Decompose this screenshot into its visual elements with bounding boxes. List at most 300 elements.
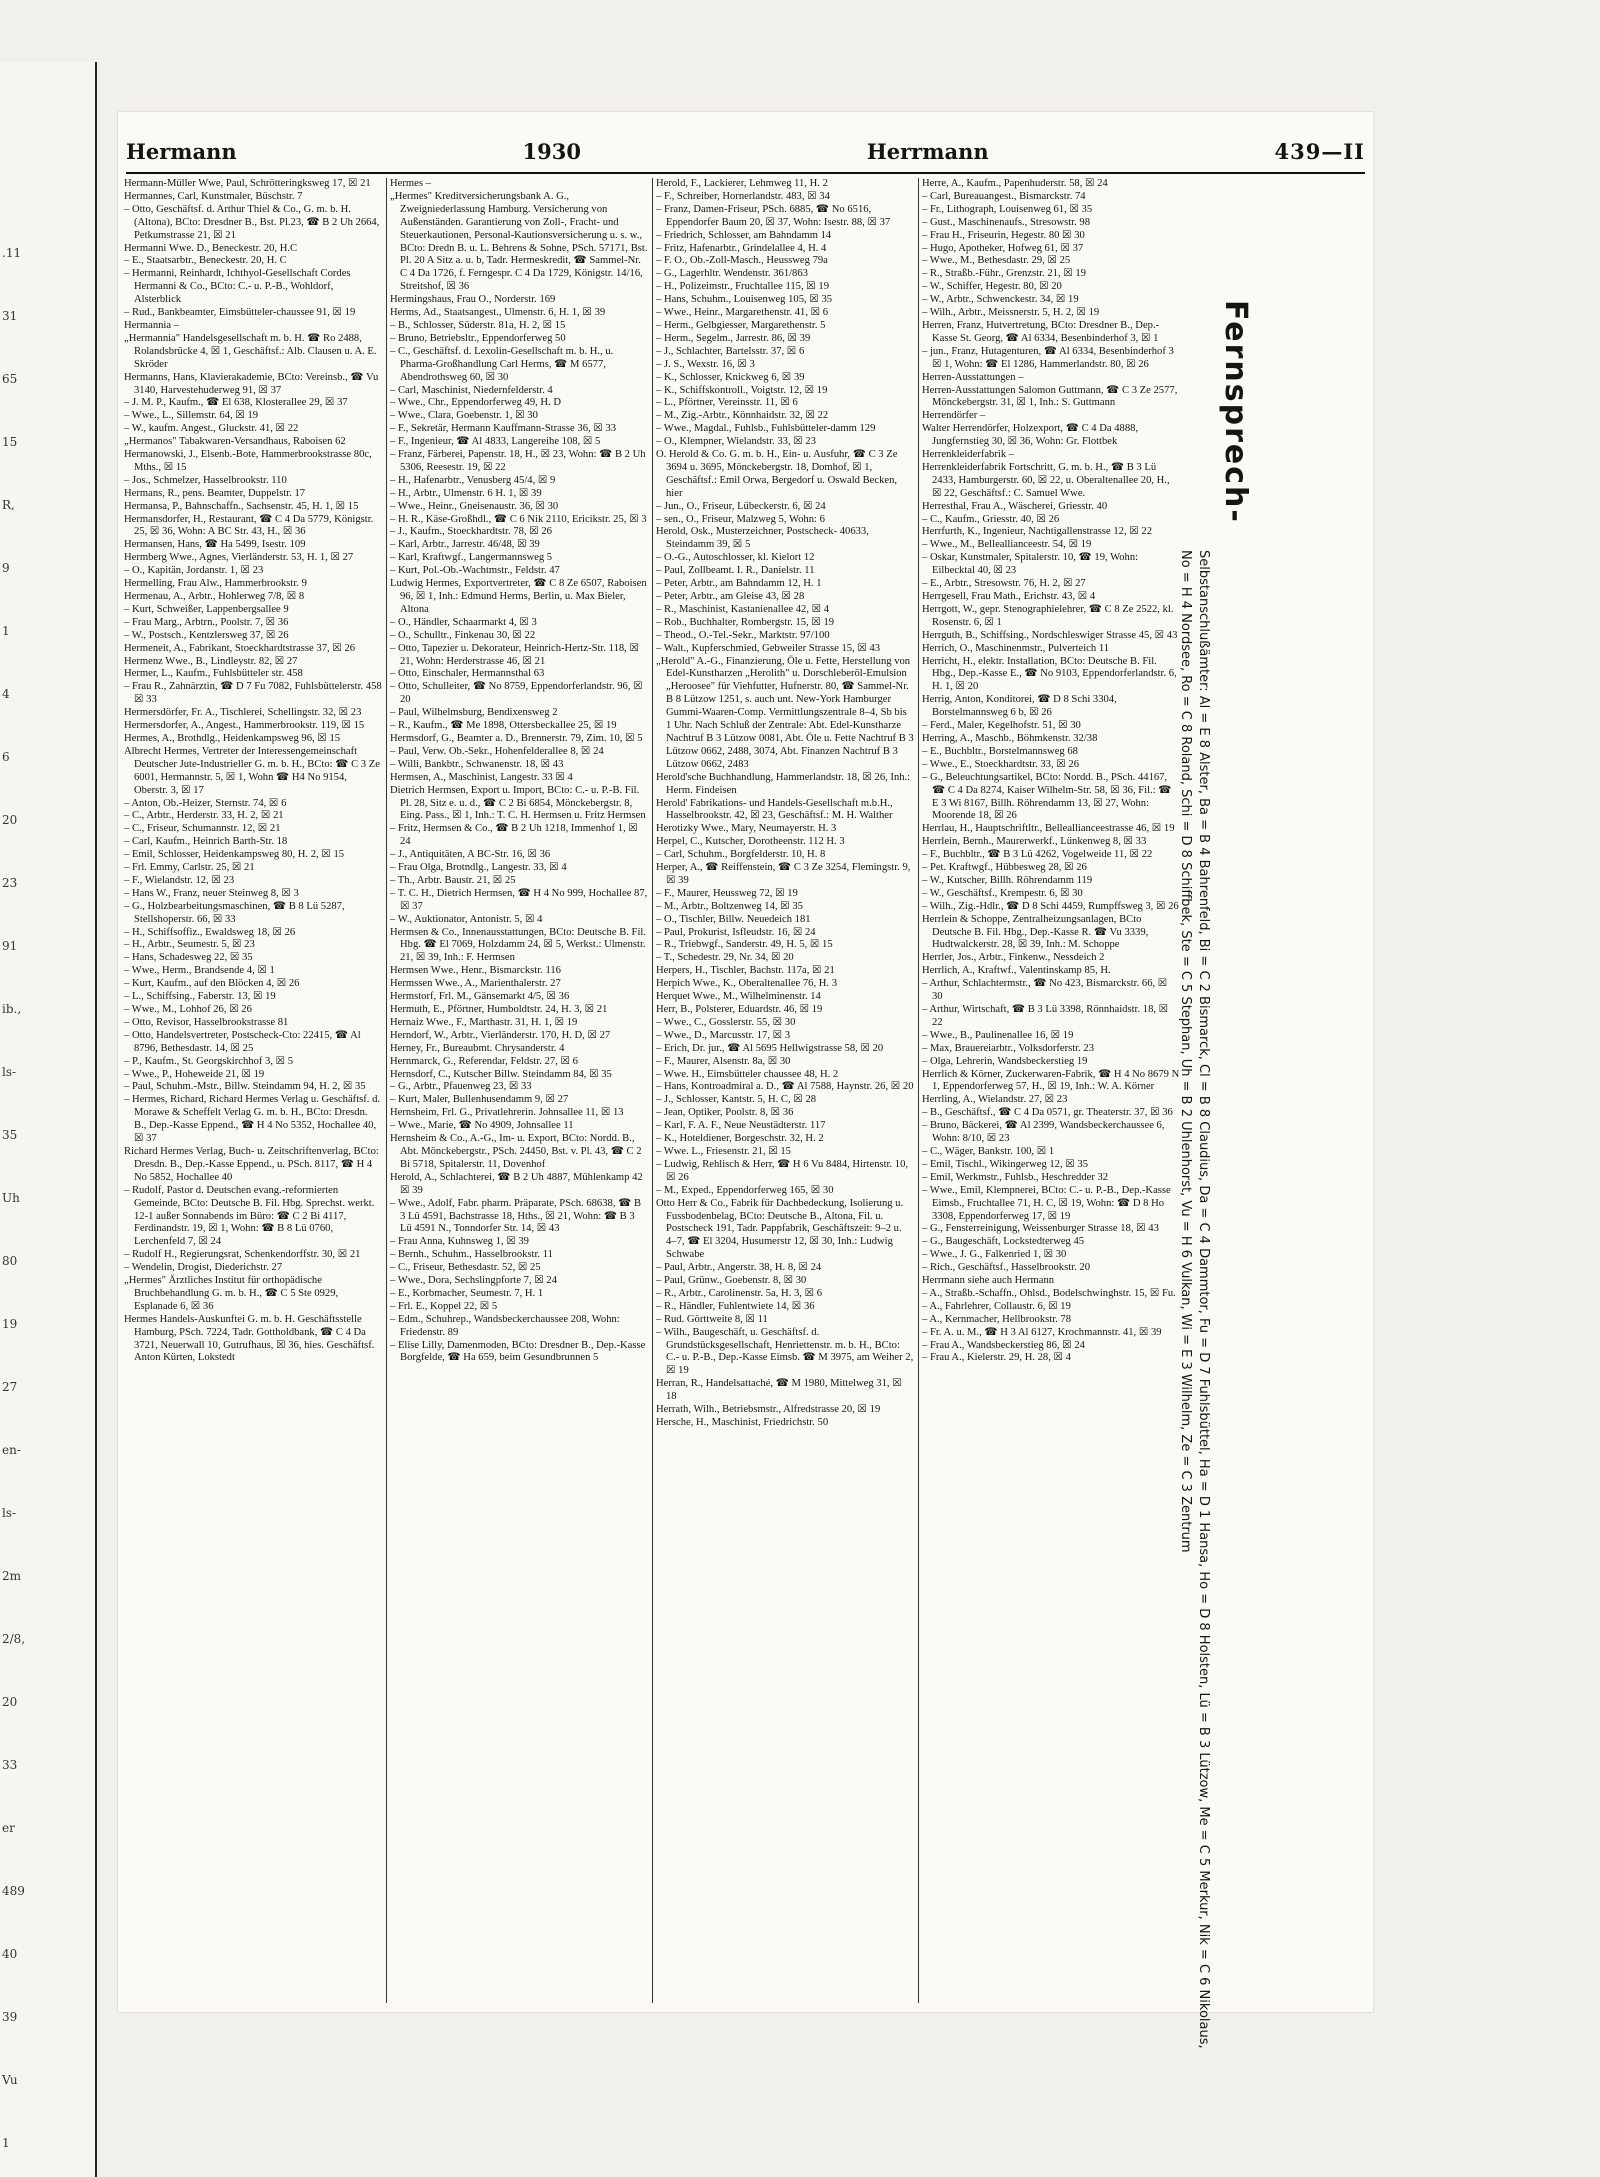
directory-entry: Herpel, C., Kutscher, Dorotheenstr. 112 H. 3 xyxy=(656,836,845,848)
directory-entry: – Anton, Ob.-Heizer, Sternstr. 74, ☒ 6 xyxy=(124,797,287,809)
directory-entry: Herrenkleiderfabrik Fortschritt, G. m. b. H., ☎ B 3 Lü 2433, Hamburgerstr. 60, ☒ 22, u. Oberaltenallee 20, H., ☒ 22, Geschäftsf.: C. Samuel Wwe. xyxy=(922,461,1170,499)
directory-entry: Hermsen Wwe., Henr., Bismarckstr. 116 xyxy=(390,965,561,977)
margin-fragment: 2/8, xyxy=(2,1632,26,1646)
directory-entry: Albrecht Hermes, Vertreter der Interessengemeinschaft Deutscher Jute-Industrieller G. m. b. H., BCto: ☎ C 3 Ze 6001, Hermannstr. 5, ☒ 1, Wohn ☎ H4 No 9154, Oberstr. 3, ☒ 17 xyxy=(124,745,380,796)
directory-entry: Herrendörfer – xyxy=(922,410,986,422)
directory-entry: Herrlein, Bernh., Maurerwerkf., Lünkenweg 8, ☒ 33 xyxy=(922,836,1147,848)
directory-entry: – W., Arbtr., Schwenckestr. 34, ☒ 19 xyxy=(922,294,1079,306)
directory-entry: – R., Arbtr., Carolinenstr. 5a, H. 3, ☒ 6 xyxy=(656,1287,823,1299)
directory-entry: – Franz, Damen-Friseur, PSch. 6885, ☎ No 6516, Eppendorfer Baum 20, ☒ 37, Wohn: Isestr. 88, ☒ 37 xyxy=(656,203,891,228)
directory-entry: – Wwe., Clara, Goebenstr. 1, ☒ 30 xyxy=(390,410,538,422)
column-2 xyxy=(390,178,648,1365)
directory-entry: – F., Ingenieur, ☎ Al 4833, Langereihe 108, ☒ 5 xyxy=(390,436,601,448)
directory-entry: – Wwe., Magdal., Fuhlsb., Fuhlsbütteler-damm 129 xyxy=(656,423,876,435)
directory-entry: – Frau Olga, Brotndlg., Langestr. 33, ☒ 4 xyxy=(390,862,567,874)
directory-entry: – Wilh., Arbtr., Meissnerstr. 5, H. 2, ☒ 19 xyxy=(922,307,1100,319)
directory-entry: – Wwe., Emil, Klempnerei, BCto: C.- u. P.-B., Dep.-Kasse Eimsb., Fruchtallee 71, H. C, ☒ 19, Wohn: ☎ D 8 Ho 3308, Eppendorferweg 17, ☒ 19 xyxy=(922,1184,1171,1222)
directory-entry: – K., Hoteldiener, Borgeschstr. 32, H. 2 xyxy=(656,1133,824,1145)
directory-entry: – Wilh., Baugeschäft, u. Geschäftsf. d. Grundstücksgesellschaft, Henriettenstr. m. b. H., BCto: C.- u. P.-B., Dep.-Kasse Eimsb. ☎ M 3975, am Weiher 2, ☒ 19 xyxy=(656,1326,914,1377)
directory-entry: – Karl, Kraftwgf., Langermannsweg 5 xyxy=(390,552,553,564)
directory-entry: – jun., Franz, Hutagenturen, ☎ Al 6334, Besenbinderhof 3 ☒ 1, Wohn: ☎ El 1286, Hammerlandstr. 80, ☒ 26 xyxy=(922,345,1174,370)
previous-page-edge xyxy=(0,62,97,2177)
margin-fragment: er xyxy=(2,1821,15,1835)
directory-entry: – F., Maurer, Heussweg 72, ☒ 19 xyxy=(656,887,798,899)
directory-entry: – J., Schlachter, Bartelsstr. 37, ☒ 6 xyxy=(656,345,805,357)
directory-entry: – E., Buchbltr., Borstelmannsweg 68 xyxy=(922,745,1078,757)
directory-entry: – E., Arbtr., Stresowstr. 76, H. 2, ☒ 27 xyxy=(922,578,1086,590)
directory-entry: – Wwe., E., Stoeckhardtstr. 33, ☒ 26 xyxy=(922,758,1080,770)
directory-entry: – Frau A., Kielerstr. 29, H. 28, ☒ 4 xyxy=(922,1352,1071,1364)
directory-entry: Herquet Wwe., M., Wilhelminenstr. 14 xyxy=(656,991,821,1003)
directory-entry: – O.-G., Autoschlosser, kl. Kielort 12 xyxy=(656,552,815,564)
column-4 xyxy=(922,178,1180,1365)
directory-entry: – W., Auktionator, Antonistr. 5, ☒ 4 xyxy=(390,913,543,925)
margin-fragment: Uh xyxy=(2,1191,20,1205)
directory-entry: Herpers, H., Tischler, Bachstr. 117a, ☒ 21 xyxy=(656,965,835,977)
directory-entry: – H., Arbtr., Seumestr. 5, ☒ 23 xyxy=(124,939,255,951)
directory-entry: Hermstorf, Frl. M., Gänsemarkt 4/5, ☒ 36 xyxy=(390,991,570,1003)
directory-entry: – Wwe., M., Lohhof 26, ☒ 26 xyxy=(124,1004,252,1015)
column-divider xyxy=(386,178,387,2003)
directory-entry: – Wwe., J. G., Falkenried 1, ☒ 30 xyxy=(922,1249,1067,1261)
directory-entry: – Paul, Prokurist, Isfleudstr. 16, ☒ 24 xyxy=(656,926,816,938)
margin-fragment: 23 xyxy=(2,876,18,890)
directory-entry: – Wwe., Herm., Brandsende 4, ☒ 1 xyxy=(124,965,275,977)
margin-fragment: 65 xyxy=(2,372,18,386)
directory-entry: Herre, A., Kaufm., Papenhuderstr. 58, ☒ 24 xyxy=(922,178,1108,189)
directory-entry: – Herm., Segelm., Jarrestr. 86, ☒ 39 xyxy=(656,332,811,344)
directory-entry: – O., Händler, Schaarmarkt 4, ☒ 3 xyxy=(390,616,537,628)
directory-entry: Herrath, Wilh., Betriebsmstr., Alfredstrasse 20, ☒ 19 xyxy=(656,1404,881,1416)
directory-entry: – F., Wielandstr. 12, ☒ 23 xyxy=(124,874,235,886)
directory-entry: – F., Maurer, Alsenstr. 8a, ☒ 30 xyxy=(656,1055,791,1067)
directory-entry: – Arthur, Schlachtermstr., ☎ No 423, Bismarckstr. 66, ☒ 30 xyxy=(922,978,1168,1003)
header-right-name: Herrmann xyxy=(866,138,989,164)
directory-entry: – Wwe., M., Bethesdastr. 29, ☒ 25 xyxy=(922,255,1071,267)
directory-entry: – Oskar, Kunstmaler, Spitalerstr. 10, ☎ 19, Wohn: Eilbecktal 40, ☒ 23 xyxy=(922,552,1139,577)
directory-entry: – O., Tischler, Billw. Neuedeich 181 xyxy=(656,913,811,925)
directory-entry: – Jos., Schmelzer, Hasselbrookstr. 110 xyxy=(124,474,287,486)
directory-entry: – Karl, F. A. F., Neue Neustädterstr. 117 xyxy=(656,1120,826,1132)
directory-entry: – Paul, Wilhelmsburg, Bendixensweg 2 xyxy=(390,707,558,719)
directory-entry: – R., Maschinist, Kastanienallee 42, ☒ 4 xyxy=(656,603,830,615)
directory-entry: – Emil, Schlosser, Heidenkampsweg 80, H. 2, ☒ 15 xyxy=(124,849,345,861)
directory-entry: Hermansdorfer, H., Restaurant, ☎ C 4 Da 5779, Königstr. 25, ☒ 36, Wohn: A BC Str. 43, H., ☒ 36 xyxy=(124,513,374,538)
directory-entry: Herrfurth, K., Ingenieur, Nachtigallenstrasse 12, ☒ 22 xyxy=(922,526,1152,538)
directory-entry: Hermansen, Hans, ☎ Ha 5499, Isestr. 109 xyxy=(124,539,306,551)
directory-entry: – Pet. Kraftwgf., Hübbesweg 28, ☒ 26 xyxy=(922,862,1087,874)
directory-entry: – Otto, Schulleiter, ☎ No 8759, Eppendorferlandstr. 96, ☒ 20 xyxy=(390,681,643,706)
directory-entry: – Peter, Arbtr., am Bahndamm 12, H. 1 xyxy=(656,578,822,590)
directory-entry: Herrgott, W., gepr. Stenographielehrer, ☎ C 8 Ze 2522, kl. Rosenstr. 6, ☒ 1 xyxy=(922,603,1174,628)
directory-entry: – T., Schedestr. 29, Nr. 34, ☒ 20 xyxy=(656,952,794,964)
directory-entry: – Hans, Schadesweg 22, ☒ 35 xyxy=(124,952,253,964)
directory-entry: Herold' Fabrikations- und Handels-Gesellschaft m.b.H., Hasselbrookstr. 42, ☒ 23, Geschäftsf.: M. H. Walther xyxy=(656,797,893,822)
directory-entry: Hersche, H., Maschinist, Friedrichstr. 50 xyxy=(656,1417,829,1428)
directory-entry: – M., Exped., Eppendorferweg 165, ☒ 30 xyxy=(656,1184,834,1196)
directory-entry: Hermuth, E., Pförtner, Humboldtstr. 24, H. 3, ☒ 21 xyxy=(390,1004,608,1015)
margin-fragment: 39 xyxy=(2,2010,18,2024)
directory-entry: – A., Fahrlehrer, Collaustr. 6, ☒ 19 xyxy=(922,1300,1071,1312)
directory-entry: – Elise Lilly, Damenmoden, BCto: Dresdner B., Dep.-Kasse Borgfelde, ☎ Ha 659, beim Gesundbrunnen 5 xyxy=(390,1339,646,1364)
directory-entry: Hermberg Wwe., Agnes, Vierländerstr. 53, H. 1, ☒ 27 xyxy=(124,552,354,564)
margin-fragment: 489 xyxy=(2,1884,25,1898)
directory-entry: – H. R., Käse-Großhdl., ☎ C 6 Nik 2110, Ericikstr. 25, ☒ 3 xyxy=(390,513,647,525)
directory-entry: – Frau R., Zahnärztin, ☎ D 7 Fu 7082, Fuhlsbüttelerstr. 458 ☒ 33 xyxy=(124,681,382,706)
directory-entry: Hermes Handels-Auskunftei G. m. b. H. Geschäftsstelle Hamburg, PSch. 7224, Tadr. Gottholdbank, ☎ C 4 Da 3721, Neuerwall 10, Gutrufhaus, ☒ 36, hies. Geschäftsf. Anton Kürten, Lokstedt xyxy=(124,1313,375,1364)
directory-entry: – Kurt, Pol.-Ob.-Wachtmstr., Feldstr. 47 xyxy=(390,565,560,577)
directory-entry: Herrling, A., Wielandstr. 27, ☒ 23 xyxy=(922,1094,1068,1106)
directory-entry: – R., Händler, Fuhlentwiete 14, ☒ 36 xyxy=(656,1300,815,1312)
directory-entry: – Theod., O.-Tel.-Sekr., Marktstr. 97/100 xyxy=(656,629,830,641)
directory-entry: Hermann-Müller Wwe, Paul, Schrötteringksweg 17, ☒ 21 xyxy=(124,178,371,189)
directory-entry: – O., Schulltr., Finkenau 30, ☒ 22 xyxy=(390,629,536,641)
directory-entry: – C., Friseur, Bethesdastr. 52, ☒ 25 xyxy=(390,1262,541,1274)
directory-entry: – Hans, Schuhm., Louisenweg 105, ☒ 35 xyxy=(656,294,833,306)
directory-entry: Hermsen, A., Maschinist, Langestr. 33 ☒ 4 xyxy=(390,771,573,783)
directory-entry: – Wwe., B., Paulinenallee 16, ☒ 19 xyxy=(922,1029,1074,1041)
directory-entry: – H., Hafenarbtr., Venusberg 45/4, ☒ 9 xyxy=(390,474,556,486)
margin-fragment: 9 xyxy=(2,561,10,575)
margin-fragment: 15 xyxy=(2,435,18,449)
directory-entry: Herrguth, B., Schiffsing., Nordschleswiger Strasse 45, ☒ 43 xyxy=(922,629,1178,641)
directory-entry: – Erich, Dr. jur., ☎ Al 5695 Hellwigstrasse 58, ☒ 20 xyxy=(656,1042,884,1054)
directory-entry: – W., Kutscher, Billh. Röhrendamm 119 xyxy=(922,874,1093,886)
directory-entry: Hernsdorf, C., Kutscher Billw. Steindamm 84, ☒ 35 xyxy=(390,1068,612,1080)
directory-entry: – W., Postsch., Kentzlersweg 37, ☒ 26 xyxy=(124,629,289,641)
directory-entry: – Rob., Buchhalter, Rombergstr. 15, ☒ 19 xyxy=(656,616,835,628)
directory-entry: – F., Schreiber, Hornerlandstr. 483, ☒ 34 xyxy=(656,190,830,202)
directory-entry: Herold'sche Buchhandlung, Hammerlandstr. 18, ☒ 26, Inh.: Herm. Findeisen xyxy=(656,771,911,796)
directory-entry: Herney, Fr., Bureaubmt. Chrysanderstr. 4 xyxy=(390,1042,565,1054)
directory-entry: – Wwe., Chr., Eppendorferweg 49, H. D xyxy=(390,397,562,409)
margin-fragment: 33 xyxy=(2,1758,18,1772)
directory-entry: „Herold" A.-G., Finanzierung, Öle u. Fette, Herstellung von Edel-Kunstharzen „Herolith" u. Dorschleberöl-Emulsion „Heroosee" für Viehfutter, Hufnerstr. 80, ☎ Sammel-Nr. B 8 Lützow 1251, s. auch unt. New-York Hamburger Gummi-Waaren-Comp. Vermittlungszentrale 8–4, Sb bis 1 Uhr. Nach Schluß der Zentrale: Abt. Edel-Kunstharze Nachtruf B 3 Lützow 0081, Abt. Öle u. Fette Nachtruf B 3 Lützow 0662, 2488, 3074, Abt. Finanzen Nachtruf B 3 Lützow 0662, 2483 xyxy=(656,655,914,770)
directory-entry: Herren-Ausstattungen Salomon Guttmann, ☎ C 3 Ze 2577, Mönckebergstr. 31, ☒ 1, Inh.: S. Guttmann xyxy=(922,384,1178,409)
directory-entry: – sen., O., Friseur, Malzweg 5, Wohn: 6 xyxy=(656,513,825,525)
directory-entry: Hermelling, Frau Alw., Hammerbrookstr. 9 xyxy=(124,578,307,590)
directory-entry: Richard Hermes Verlag, Buch- u. Zeitschriftenverlag, BCto: Dresdn. B., Dep.-Kasse Eppend., u. PSch. 8117, ☎ H 4 No 5852, Hochallee 40 xyxy=(124,1145,379,1183)
directory-entry: Hermersdörfer, Fr. A., Tischlerei, Schellingstr. 32, ☒ 23 xyxy=(124,707,362,719)
directory-entry: – Edm., Schuhrep., Wandsbeckerchaussee 208, Wohn: Friedenstr. 89 xyxy=(390,1313,620,1338)
margin-fragment: R, xyxy=(2,498,15,512)
directory-entry: Herndorf, W., Arbtr., Vierländerstr. 170, H. D, ☒ 27 xyxy=(390,1029,611,1041)
directory-entry: Herrlein & Schoppe, Zentralheizungsanlagen, BCto Deutsche B. Fil. Hbg., Dep.-Kasse R. ☎ Vu 3339, Hudtwalckerstr. 28, ☒ 39, Inh.: M. Schoppe xyxy=(922,913,1149,951)
directory-entry: – J. S., Wexstr. 16, ☒ 3 xyxy=(656,358,755,370)
directory-entry: – P., Kaufm., St. Georgskirchhof 3, ☒ 5 xyxy=(124,1055,294,1067)
directory-entry: – Carl, Maschinist, Niedernfelderstr. 4 xyxy=(390,384,553,396)
directory-entry: Herresthal, Frau A., Wäscherei, Griesstr. 40 xyxy=(922,500,1108,512)
directory-entry: – H., Schiffsoffiz., Ewaldsweg 18, ☒ 26 xyxy=(124,926,296,938)
directory-entry: Herold, Osk., Musterzeichner, Postscheck- 40633, Steindamm 39, ☒ 5 xyxy=(656,526,869,551)
directory-entry: – B., Schlosser, Süderstr. 81a, H. 2, ☒ 15 xyxy=(390,319,566,331)
directory-entry: – Wwe., M., Belleallianceestr. 54, ☒ 19 xyxy=(922,539,1092,551)
margin-fragment: ls- xyxy=(2,1065,17,1079)
directory-entry: – G., Lagerhltr. Wendenstr. 361/863 xyxy=(656,268,808,280)
directory-entry: – Frl. E., Koppel 22, ☒ 5 xyxy=(390,1300,498,1312)
column-1 xyxy=(124,178,382,1365)
directory-entry: – Karl, Arbtr., Jarrestr. 46/48, ☒ 39 xyxy=(390,539,540,551)
directory-entry: Hermes, A., Brothdlg., Heidenkampsweg 96, ☒ 15 xyxy=(124,732,341,744)
directory-entry: – Kurt, Kaufm., auf den Blöcken 4, ☒ 26 xyxy=(124,978,300,990)
directory-entry: – Otto, Einschaler, Hermannsthal 63 xyxy=(390,668,545,680)
directory-entry: – Franz, Färberei, Papenstr. 18, H., ☒ 23, Wohn: ☎ B 2 Uh 5306, Reesestr. 19, ☒ 22 xyxy=(390,449,646,473)
directory-entry: – Carl, Bureauangest., Bismarckstr. 74 xyxy=(922,190,1086,202)
side-title: Fernsprech- xyxy=(1218,300,1253,524)
margin-fragment: 19 xyxy=(2,1317,18,1331)
directory-entry: – Wwe., Heinr., Margarethenstr. 41, ☒ 6 xyxy=(656,307,829,319)
directory-entry: Herren-Ausstattungen – xyxy=(922,371,1024,383)
directory-entry: Hermenau, A., Arbtr., Hohlerweg 7/8, ☒ 8 xyxy=(124,591,305,602)
margin-fragment: 2m xyxy=(2,1569,22,1583)
column-divider xyxy=(652,178,653,2003)
directory-entry: Ludwig Hermes, Exportvertreter, ☎ C 8 Ze 6507, Raboisen 96, ☒ 1, Inh.: Edmund Herms, Berlin, u. Max Bieler, Altona xyxy=(390,578,647,615)
directory-entry: – Frau Marg., Arbtrn., Poolstr. 7, ☒ 36 xyxy=(124,616,289,628)
directory-entry: – R., Triebwgf., Sanderstr. 49, H. 5, ☒ 15 xyxy=(656,939,833,951)
directory-entry: – E., Korbmacher, Seumestr. 7, H. 1 xyxy=(390,1287,544,1299)
directory-entry: – J. M. P., Kaufm., ☎ El 638, Klosterallee 29, ☒ 37 xyxy=(124,397,348,409)
directory-entry: – Wwe. H., Eimsbütteler chaussee 48, H. 2 xyxy=(656,1068,839,1080)
directory-entry: – Wwe., P., Hoheweide 21, ☒ 19 xyxy=(124,1068,265,1080)
directory-entry: – Ferd., Maler, Kegelhofstr. 51, ☒ 30 xyxy=(922,720,1081,732)
margin-fragment: 35 xyxy=(2,1128,18,1142)
directory-entry: – F. O., Ob.-Zoll-Masch., Heussweg 79a xyxy=(656,255,828,267)
directory-entry: – Wwe., C., Gosslerstr. 55, ☒ 30 xyxy=(656,1016,796,1028)
directory-entry: – Max, Brauereiarbtr., Volksdorferstr. 23 xyxy=(922,1042,1095,1054)
directory-entry: – Hans W., Franz, neuer Steinweg 8, ☒ 3 xyxy=(124,887,299,899)
directory-entry: – E., Staatsarbtr., Beneckestr. 20, H. C xyxy=(124,255,287,267)
directory-entry: – Peter, Arbtr., am Gleise 43, ☒ 28 xyxy=(656,591,805,602)
margin-fragment: 6 xyxy=(2,750,10,764)
directory-entry: Herotizky Wwe., Mary, Neumayerstr. H. 3 xyxy=(656,823,837,835)
directory-entry: – Hermanni, Reinhardt, Ichthyol-Gesellschaft Cordes Hermanni & Co., BCto: C.- u. P.-B., Wohldorf, Alsterblick xyxy=(124,268,351,306)
directory-entry: Hernaiz Wwe., F., Marthastr. 31, H. 1, ☒ 19 xyxy=(390,1016,578,1028)
margin-fragment: 27 xyxy=(2,1380,18,1394)
margin-fragment: 20 xyxy=(2,1695,18,1709)
directory-entry: Herms, Ad., Staatsangest., Ulmenstr. 6, H. 1, ☒ 39 xyxy=(390,307,606,319)
margin-fragment: 1 xyxy=(2,2136,10,2150)
directory-entry: – G., Holzbearbeitungsmaschinen, ☎ B 8 Lü 5287, Stellshoperstr. 66, ☒ 33 xyxy=(124,900,345,925)
directory-entry: – T. C. H., Dietrich Hermsen, ☎ H 4 No 999, Hochallee 87, ☒ 37 xyxy=(390,887,648,912)
directory-entry: O. Herold & Co. G. m. b. H., Ein- u. Ausfuhr, ☎ C 3 Ze 3694 u. 3695, Mönckebergstr. 18, Domhof, ☒ 1, Geschäftsf.: Emil Orwa, Bergedorf u. Oswald Becken, hier xyxy=(656,449,898,499)
directory-entry: – Otto, Geschäftsf. d. Arthur Thiel & Co., G. m. b. H. (Altona), BCto: Dresdner B., Bst. Pl.23, ☎ B 2 Uh 2664, Petkumstrasse 21, ☒ 21 xyxy=(124,203,380,241)
margin-fragment: 40 xyxy=(2,1947,18,1961)
directory-entry: – C., Kaufm., Griesstr. 40, ☒ 26 xyxy=(922,513,1060,525)
directory-entry: Dietrich Hermsen, Export u. Import, BCto: C.- u. P.-B. Fil. Pl. 28, Sitz e. u. d., ☎ C 2 Bi 6854, Mönckebergstr. 8, Eing. Pass., ☒ 1, Inh.: T. C. H. Hermsen u. Fritz Hermsen xyxy=(390,784,646,822)
directory-entry: – R., Kaufm., ☎ Me 1898, Ottersbeckallee 25, ☒ 19 xyxy=(390,720,617,732)
directory-entry: – Frau H., Friseurin, Hegestr. 80 ☒ 30 xyxy=(922,229,1085,241)
directory-entry: – Bruno, Betriebsltr., Eppendorferweg 50 xyxy=(390,332,566,344)
directory-entry: – A., Straßb.-Schaffn., Ohlsd., Bodelschwinghstr. 15, ☒ Fu. xyxy=(922,1287,1176,1299)
directory-entry: Herring, A., Maschb., Böhmkenstr. 32/38 xyxy=(922,732,1098,744)
directory-entry: – Walt., Kupferschmied, Gebweiler Strasse 15, ☒ 43 xyxy=(656,642,881,654)
margin-fragment: 80 xyxy=(2,1254,18,1268)
directory-entry: Hermansa, P., Bahnschaffn., Sachsenstr. 45, H. 1, ☒ 15 xyxy=(124,500,359,512)
directory-entry: – K., Schiffskontroll., Voigtstr. 12, ☒ 19 xyxy=(656,384,828,396)
directory-entry: Herper, A., ☎ Reiffenstein, ☎ C 3 Ze 3254, Flemingstr. 9, ☒ 39 xyxy=(656,862,911,886)
directory-entry: Hermanns, Hans, Klavierakademie, BCto: Vereinsb., ☎ Vu 3140, Harvestehuderweg 91, ☒ 37 xyxy=(124,371,379,396)
directory-entry: – C., Friseur, Schumannstr. 12, ☒ 21 xyxy=(124,823,281,835)
page-number: 439—II xyxy=(1274,138,1365,164)
directory-entry: – H., Arbtr., Ulmenstr. 6 H. 1, ☒ 39 xyxy=(390,487,542,499)
directory-entry: – L., Schiffsing., Faberstr. 13, ☒ 19 xyxy=(124,991,276,1003)
column-3 xyxy=(656,178,914,1430)
directory-entry: – Rich., Geschäftsf., Hasselbrookstr. 20 xyxy=(922,1262,1090,1274)
directory-entry: „Hermes" Ärztliches Institut für orthopädische Bruchbehandlung G. m. b. H., ☎ C 5 Ste 0929, Esplanade 6, ☒ 36 xyxy=(124,1275,339,1312)
directory-entry: Hernsheim, Frl. G., Privatlehrerin. Johnsallee 11, ☒ 13 xyxy=(390,1107,624,1119)
directory-entry: – Kurt, Maler, Bullenhusendamm 9, ☒ 27 xyxy=(390,1094,569,1106)
directory-entry: Herricht, H., elektr. Installation, BCto: Deutsche B. Fil. Hbg., Dep.-Kasse E., ☎ No 9103, Eppendorferlandstr. 6, H. 1, ☒ 20 xyxy=(922,655,1177,693)
margin-fragment: en- xyxy=(2,1443,21,1457)
directory-entry: Herrlau, H., Hauptschriftltr., Belleallianceestrasse 46, ☒ 19 xyxy=(922,823,1175,835)
directory-entry: – Wwe., L., Sillemstr. 64, ☒ 19 xyxy=(124,410,259,422)
directory-entry: – Hans, Kontroadmiral a. D., ☎ Al 7588, Haynstr. 26, ☒ 20 xyxy=(656,1081,914,1093)
directory-entry: – Wilh., Zig.-Hdlr., ☎ D 8 Schi 4459, Rumpffsweg 3, ☒ 26 xyxy=(922,900,1179,912)
directory-entry: Herold, A., Schlachterei, ☎ B 2 Uh 4887, Mühlenkamp 42 ☒ 39 xyxy=(390,1171,643,1196)
directory-entry: – Fritz, Hermsen & Co., ☎ B 2 Uh 1218, Immenhof 1, ☒ 24 xyxy=(390,823,638,848)
directory-entry: – Emil, Werkmstr., Fuhlsb., Heschredder 32 xyxy=(922,1171,1109,1183)
directory-entry: Hermeneit, A., Fabrikant, Stoeckhardtstrasse 37, ☒ 26 xyxy=(124,642,356,654)
directory-entry: Hermersdorfer, A., Angest., Hammerbrookstr. 119, ☒ 15 xyxy=(124,720,365,732)
directory-entry: „Hermannia" Handelsgesellschaft m. b. H. ☎ Ro 2488, Rolandsbrücke 4, ☒ 1, Geschäftsf.: Alb. Clausen u. A. E. Skröder xyxy=(124,332,377,370)
directory-entry: – C., Arbtr., Herderstr. 33, H. 2, ☒ 21 xyxy=(124,810,284,822)
directory-entry: Herold, F., Lackierer, Lehmweg 11, H. 2 xyxy=(656,178,828,189)
directory-entry: – Wwe., Heinr., Gneisenaustr. 36, ☒ 30 xyxy=(390,500,559,512)
directory-entry: Hermenz Wwe., B., Lindleystr. 82, ☒ 27 xyxy=(124,655,298,667)
directory-entry: – Rudolf, Pastor d. Deutschen evang.-reformierten Gemeinde, BCto: Deutsche B. Fil. Hbg. Sprechst. werkt. 12-1 außer Sonnabends im Büro: ☎ C 2 Bi 4117, Ferdinandstr. 19, ☒ 1, Wohn: ☎ B 8 Lü 0760, Lerchenfeld 7, ☒ 24 xyxy=(124,1184,375,1248)
directory-entry: – Wwe., Adolf, Fabr. pharm. Präparate, PSch. 68638, ☎ B 3 Lü 4591, Bachstrasse 18, Hths., ☒ 21, Wohn: ☎ B 3 Lü 4591 N., Tonndorfer Str. 14, ☒ 43 xyxy=(390,1197,642,1235)
directory-entry: – R., Straßb.-Führ., Grenzstr. 21, ☒ 19 xyxy=(922,268,1086,280)
directory-entry: Herrich, O., Maschinenmstr., Pulverteich 11 xyxy=(922,642,1110,654)
directory-entry: – Fr., Lithograph, Louisenweg 61, ☒ 35 xyxy=(922,203,1093,215)
column-divider xyxy=(918,178,919,2003)
directory-entry: – Hermes, Richard, Richard Hermes Verlag u. Geschäftsf. d. Morawe & Scheffelt Verlag G. m. b. H., BCto: Dresdn. B., Dep.-Kasse Eppend., ☎ H 4 No 5352, Hochallee 40, ☒ 37 xyxy=(124,1094,381,1145)
directory-entry: Herpich Wwe., K., Oberaltenallee 76, H. 3 xyxy=(656,978,838,990)
margin-fragment: 20 xyxy=(2,813,18,827)
side-exchange-list: Selbstanschlußämter: Al = E 8 Alster, Ba = B 4 Bahrenfeld, Bi = C 2 Bismarck, Cl = B 8 Claudius, Da = C 4 Dammtor, Fu = D 7 Fuhlsbüttel, Ha = D 1 Hansa, Ho = D 8 Holsten, Lü = B 3 Lützow, Me = C 5 Merkur, Nik = C 6 Nikolaus, No = H 4 Nordsee, Ro = C 8 Roland, Schi = D 8 Schiffbek, Ste = C 5 Stephan, Uh = B 2 Uhlenhorst, Vu = H 6 Vulkan, Wi = E 3 Wilhelm, Ze = C 3 Zentrum xyxy=(1178,550,1211,2049)
margin-fragment: 1 xyxy=(2,624,10,638)
page-header xyxy=(126,134,1365,168)
directory-entry: – W., Geschäftsf., Krempestr. 6, ☒ 30 xyxy=(922,887,1083,899)
directory-entry: – W., kaufm. Angest., Gluckstr. 41, ☒ 22 xyxy=(124,423,299,435)
directory-entry: Herran, R., Handelsattaché, ☎ M 1980, Mittelweg 31, ☒ 18 xyxy=(656,1378,902,1403)
directory-entry: – Fr. A. u. M., ☎ H 3 Al 6127, Krochmannstr. 41, ☒ 39 xyxy=(922,1326,1162,1338)
directory-entry: – C., Geschäftsf. d. Lexolin-Gesellschaft m. b. H., u. Pharma-Großhandlung Carl Herms, ☎ M 6577, Abendrothsweg 60, ☒ 30 xyxy=(390,345,614,383)
directory-entry: – Otto, Tapezier u. Dekorateur, Heinrich-Hertz-Str. 118, ☒ 21, Wohn: Herderstrasse 46, ☒ 21 xyxy=(390,642,639,667)
directory-entry: Otto Herr & Co., Fabrik für Dachbedeckung, Isolierung u. Fussbodenbelag, BCto: Deutsche B., Altona, Fil. u. Postscheck 191, Tadr. Pappfabrik, Geschäftszeit: 9–2 u. 4–7, ☎ El 3204, Husumerstr 12, ☒ 30, Inh.: Ludwig Schwabe xyxy=(656,1197,904,1261)
directory-entry: – Fritz, Hafenarbtr., Grindelallee 4, H. 4 xyxy=(656,242,827,254)
directory-entry: – Emil, Tischl., Wikingerweg 12, ☒ 35 xyxy=(922,1158,1089,1170)
directory-entry: – J., Antiquitäten, A BC-Str. 16, ☒ 36 xyxy=(390,849,551,861)
directory-entry: – Paul, Verw. Ob.-Sekr., Hohenfelderallee 8, ☒ 24 xyxy=(390,745,604,757)
directory-entry: – Bernh., Schuhm., Hasselbrookstr. 11 xyxy=(390,1249,553,1261)
directory-entry: – Kurt, Schweißer, Lappenbergsallee 9 xyxy=(124,603,289,615)
directory-entry: Herren, Franz, Hutvertretung, BCto: Dresdner B., Dep.-Kasse St. Georg, ☎ Al 6334, Besenbinderhof 3, ☒ 1 xyxy=(922,319,1160,344)
directory-entry: – O., Kapitän, Jordanstr. 1, ☒ 23 xyxy=(124,565,264,577)
directory-entry: Hermanowski, J., Elsenb.-Bote, Hammerbrookstrasse 80c, Mths., ☒ 15 xyxy=(124,449,372,473)
directory-entry: – Paul, Zollbeamt. I. R., Danielstr. 11 xyxy=(656,565,815,577)
directory-entry: – B., Geschäftsf., ☎ C 4 Da 0571, gr. Theaterstr. 37, ☒ 36 xyxy=(922,1107,1173,1119)
directory-entry: – J., Kaufm., Stoeckhardtstr. 78, ☒ 26 xyxy=(390,526,552,538)
margin-fragment: 4 xyxy=(2,687,10,701)
header-year: 1930 xyxy=(522,138,581,164)
margin-fragment: ls- xyxy=(2,1506,17,1520)
directory-entry: – G., Arbtr., Pfauenweg 23, ☒ 33 xyxy=(390,1081,532,1093)
directory-entry: – Frau Anna, Kuhnsweg 1, ☒ 39 xyxy=(390,1236,529,1248)
directory-entry: – Wwe., Dora, Sechslingpforte 7, ☒ 24 xyxy=(390,1275,557,1287)
directory-entry: Herrlich, A., Kraftwf., Valentinskamp 85, H. xyxy=(922,965,1111,977)
directory-entry: – Gust., Maschinenaufs., Stresowstr. 98 xyxy=(922,216,1091,228)
directory-entry: – Paul, Arbtr., Angerstr. 38, H. 8, ☒ 24 xyxy=(656,1262,822,1274)
directory-entry: „Hermes" Kreditversicherungsbank A. G., Zweigniederlassung Hamburg. Versicherung von Außenständen. Garantierung von Zoll-, Fracht- und Steuerkautionen, Personal-Kautionsversicherung u. s. w., BCto: Dredn B. u. L. Behrens & Sohne, PSch. 57171, Bst. Pl. 20 A Sitz a. u. b, Tadr. Hermeskredit, ☎ Sammel-Nr. C 4 Da 1726, f. Ferngespr. C 4 Da 1729, Königstr. 14/16, Streitshof, ☒ 36 xyxy=(390,190,648,293)
directory-entry: Herrgesell, Frau Math., Erichstr. 43, ☒ 4 xyxy=(922,591,1096,602)
directory-entry: Herrmann siehe auch Hermann xyxy=(922,1275,1055,1287)
directory-entry: – Carl, Kaufm., Heinrich Barth-Str. 18 xyxy=(124,836,288,848)
directory-entry: – Ludwig, Rehlisch & Herr, ☎ H 6 Vu 8484, Hirtenstr. 10, ☒ 26 xyxy=(656,1158,909,1183)
directory-entry: – Wwe., Marie, ☎ No 4909, Johnsallee 11 xyxy=(390,1120,574,1132)
margin-fragment: ib., xyxy=(2,1002,22,1016)
directory-entry: – Rud., Bankbeamter, Eimsbütteler-chaussee 91, ☒ 19 xyxy=(124,307,356,319)
directory-entry: – Th., Arbtr. Baustr. 21, ☒ 25 xyxy=(390,874,516,886)
directory-entry: Walter Herrendörfer, Holzexport, ☎ C 4 Da 4888, Jungfernstieg 30, ☒ 36, Wohn: Gr. Flottbek xyxy=(922,423,1139,448)
directory-entry: – Carl, Schuhm., Borgfelderstr. 10, H. 8 xyxy=(656,849,826,861)
directory-entry: Hernsheim & Co., A.-G., Im- u. Export, BCto: Nordd. B., Abt. Mönckebergstr., PSch. 24450, Bst. v. Pl. 43, ☎ C 2 Bi 5718, Spitalerstr. 11, Dovenhof xyxy=(390,1133,642,1170)
directory-entry: – Arthur, Wirtschaft, ☎ B 3 Lü 3398, Rönnhaidstr. 18, ☒ 22 xyxy=(922,1004,1169,1028)
directory-entry: – Jun., O., Friseur, Lübeckerstr. 6, ☒ 24 xyxy=(656,500,826,512)
directory-entry: – G., Fensterreinigung, Weissenburger Strasse 18, ☒ 43 xyxy=(922,1223,1159,1235)
margin-fragment: 31 xyxy=(2,309,18,323)
directory-entry: Hermans, R., pens. Beamter, Duppelstr. 17 xyxy=(124,487,306,499)
directory-entry: Herrler, Jos., Arbtr., Finkenw., Nessdeich 2 xyxy=(922,952,1105,964)
directory-entry: – W., Schiffer, Hegestr. 80, ☒ 20 xyxy=(922,281,1062,293)
directory-entry: – H., Polizeimstr., Fruchtallee 115, ☒ 19 xyxy=(656,281,829,293)
directory-entry: – Friedrich, Schlosser, am Bahndamm 14 xyxy=(656,229,832,241)
directory-entry: – Wendelin, Drogist, Diederichstr. 27 xyxy=(124,1262,283,1274)
directory-entry: „Hermanos" Tabakwaren-Versandhaus, Raboisen 62 xyxy=(124,436,346,448)
directory-entry: Herrlich & Körner, Zuckerwaren-Fabrik, ☎ H 4 No 8679 N 1, Eppendorferweg 57, H., ☒ 19, Inh.: W. A. Körner xyxy=(922,1068,1180,1093)
directory-entry: Hermingshaus, Frau O., Norderstr. 169 xyxy=(390,294,556,306)
directory-entry: – F., Buchbltr., ☎ B 3 Lü 4262, Vogelweide 11, ☒ 22 xyxy=(922,849,1153,861)
directory-entry: – Paul, Grünw., Goebenstr. 8, ☒ 30 xyxy=(656,1275,807,1287)
directory-entry: Herrenkleiderfabrik – xyxy=(922,449,1015,461)
directory-entry: – Bruno, Bäckerei, ☎ Al 2399, Wandsbeckerchaussee 6, Wohn: 8/10, ☒ 23 xyxy=(922,1120,1165,1145)
directory-entry: – Wwe. L., Friesenstr. 21, ☒ 15 xyxy=(656,1145,791,1157)
directory-entry: Hermer, L., Kaufm., Fuhlsbütteler str. 458 xyxy=(124,668,303,680)
directory-entry: – G., Beleuchtungsartikel, BCto: Nordd. B., PSch. 44167, ☎ C 4 Da 8274, Kaiser Wilhelm-Str. 58, ☒ 36, Fil.: ☎ E 3 Wi 8167, Billh. Röhrendamm 13, ☒ 27, Wohn: Moorende 18, ☒ 26 xyxy=(922,771,1172,822)
directory-entry: – Hugo, Apotheker, Hofweg 61, ☒ 37 xyxy=(922,242,1084,254)
directory-entry: Hermannia – xyxy=(124,319,180,331)
directory-entry: – L., Pförtner, Vereinsstr. 11, ☒ 6 xyxy=(656,397,798,409)
directory-entry: – J., Schlosser, Kantstr. 5, H. C, ☒ 28 xyxy=(656,1094,817,1106)
directory-entry: – Wwe., D., Marcusstr. 17, ☒ 3 xyxy=(656,1029,791,1041)
directory-entry: Hermannes, Carl, Kunstmaler, Büschstr. 7 xyxy=(124,190,303,202)
directory-entry: Hernmarck, G., Referendar, Feldstr. 27, ☒ 6 xyxy=(390,1055,578,1067)
directory-entry: Hermsen & Co., Innenausstattungen, BCto: Deutsche B. Fil. Hbg. ☎ El 7069, Holzdamm 24, ☒ 5, Werkst.: Ulmenstr. 21, ☒ 39, Inh.: F. Hermsen xyxy=(390,926,646,964)
margin-fragment: 91 xyxy=(2,939,18,953)
directory-entry: – Herm., Gelbgiesser, Margarethenstr. 5 xyxy=(656,319,826,331)
directory-entry: – Otto, Revisor, Hasselbrookstrasse 81 xyxy=(124,1016,289,1028)
margin-fragment: Vu xyxy=(2,2073,18,2087)
directory-entry: Hermsdorf, G., Beamter a. D., Brennerstr. 79, Zim. 10, ☒ 5 xyxy=(390,732,643,744)
directory-entry: Hermanni Wwe. D., Beneckestr. 20, H.C xyxy=(124,242,298,254)
directory-entry: – Rudolf H., Regierungsrat, Schenkendorffstr. 30, ☒ 21 xyxy=(124,1249,361,1261)
directory-entry: – Otto, Handelsvertreter, Postscheck-Cto: 22415, ☎ Al 8796, Bethesdastr. 14, ☒ 25 xyxy=(124,1029,361,1054)
directory-entry: Herrig, Anton, Konditorei, ☎ D 8 Schi 3304, Borstelmannsweg 6 b, ☒ 26 xyxy=(922,694,1117,719)
directory-entry: – K., Schlosser, Knickweg 6, ☒ 39 xyxy=(656,371,805,383)
margin-fragment: .11 xyxy=(2,246,22,260)
directory-entry: Herr, B., Polsterer, Eduardstr. 46, ☒ 19 xyxy=(656,1004,823,1015)
directory-entry: – C., Wäger, Bankstr. 100, ☒ 1 xyxy=(922,1145,1055,1157)
